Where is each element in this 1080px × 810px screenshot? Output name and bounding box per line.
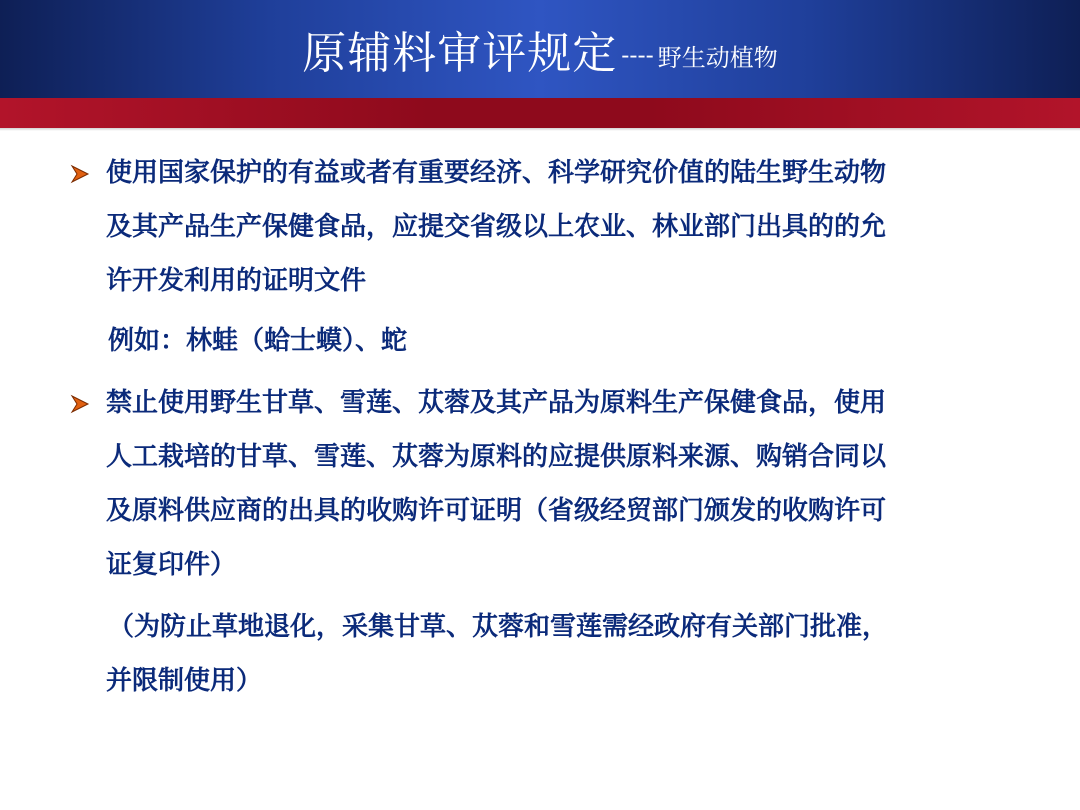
bullet-2-line-2: 人工栽培的甘草、雪莲、苁蓉为原料的应提供原料来源、购销合同以 xyxy=(106,442,887,472)
bullet-1-line-1: 使用国家保护的有益或者有重要经济、科学研究价值的陆生野生动物 xyxy=(106,158,887,188)
bullet-2-line-3: 及原料供应商的出具的收购许可证明（省级经贸部门颁发的收购许可 xyxy=(106,496,887,526)
title-sub: 野生动植物 xyxy=(657,43,778,72)
arrow-bullet-icon xyxy=(70,164,90,184)
bullet-2-note-line-2: 并限制使用） xyxy=(106,666,263,696)
slide-content xyxy=(0,128,1080,810)
bullet-1-line-3: 许开发利用的证明文件 xyxy=(106,266,367,296)
bullet-1-note: 例如：林蛙（蛤士蟆）、蛇 xyxy=(108,326,408,356)
slide-title xyxy=(0,0,1080,98)
bullet-2-line-1: 禁止使用野生甘草、雪莲、苁蓉及其产品为原料生产保健食品，使用 xyxy=(106,388,887,418)
bullet-2-note-line-1: （为防止草地退化，采集甘草、苁蓉和雪莲需经政府有关部门批准， xyxy=(108,612,889,642)
bullet-2-line-4: 证复印件） xyxy=(106,550,237,580)
header-red-bar xyxy=(0,98,1080,128)
bullet-1-line-2: 及其产品生产保健食品，应提交省级以上农业、林业部门出具的的允 xyxy=(106,212,887,242)
title-main: 原辅料审评规定 xyxy=(302,28,618,79)
title-separator: ---- xyxy=(621,41,654,69)
arrow-bullet-icon xyxy=(70,394,90,414)
